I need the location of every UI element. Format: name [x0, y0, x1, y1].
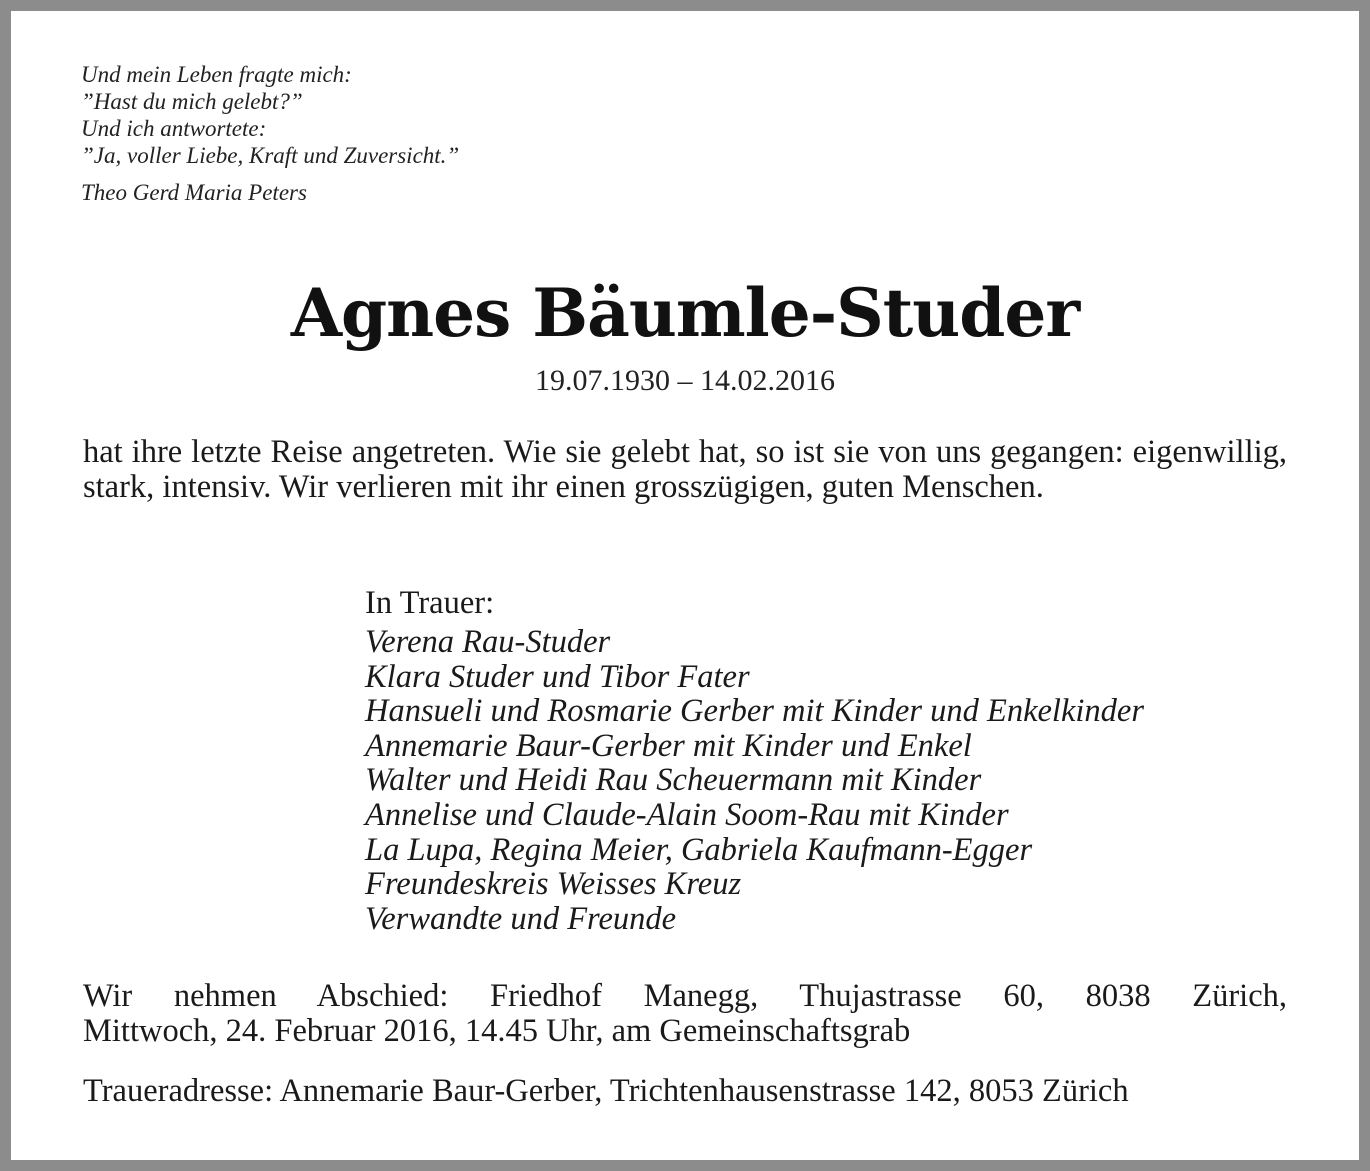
mourner-name: Verena Rau-Studer: [365, 624, 611, 660]
deceased-name: Agnes Bäumle-Studer: [290, 274, 1080, 352]
mourning-label: In Trauer:: [365, 585, 495, 621]
obituary-notice: [11, 11, 1359, 1160]
mourner-name: Annemarie Baur-Gerber mit Kinder und Enkel: [365, 727, 972, 764]
motto-line: ”Ja, voller Liebe, Kraft und Zuversicht.”: [81, 143, 460, 168]
mourner-name: Annelise und Claude-Alain Soom-Rau mit Kinder: [365, 796, 1009, 833]
motto-line: ”Hast du mich gelebt?”: [81, 89, 303, 114]
mourner-name: Verwandte und Freunde: [365, 900, 677, 937]
motto-line: Und mein Leben fragte mich:: [81, 62, 352, 87]
mourning-address: Traueradresse: Annemarie Baur-Gerber, Trichtenhausenstrasse 142, 8053 Zürich: [83, 1073, 1129, 1109]
mourner-name: Klara Studer und Tibor Fater: [365, 658, 750, 695]
mourner-name: Freundeskreis Weisses Kreuz: [365, 866, 742, 903]
mourners-list: [365, 625, 1144, 936]
farewell-details: [83, 979, 1287, 1049]
mourner-name: Hansueli und Rosmarie Gerber mit Kinder und Enkelkinder: [365, 693, 1144, 730]
motto-quote: [81, 61, 459, 206]
life-dates: 19.07.1930 – 14.02.2016: [535, 364, 835, 397]
mourner-name: Walter und Heidi Rau Scheuermann mit Kinder: [365, 762, 982, 799]
farewell-time: Mittwoch, 24. Februar 2016, 14.45 Uhr, am Gemeinschaftsgrab: [83, 1013, 911, 1049]
motto-author: Theo Gerd Maria Peters: [81, 180, 307, 205]
mourner-name: La Lupa, Regina Meier, Gabriela Kaufmann-Egger: [365, 831, 1033, 868]
farewell-location: Wir nehmen Abschied: Friedhof Manegg, Thujastrasse 60, 8038 Zürich,: [83, 978, 1287, 1014]
motto-line: Und ich antwortete:: [81, 116, 267, 141]
announcement-text: hat ihre letzte Reise angetreten. Wie sie gelebt hat, so ist sie von uns gegangen: eigenwillig, stark, intensiv. Wir verlieren mit ihr einen grosszügigen, guten Menschen.: [83, 434, 1287, 505]
